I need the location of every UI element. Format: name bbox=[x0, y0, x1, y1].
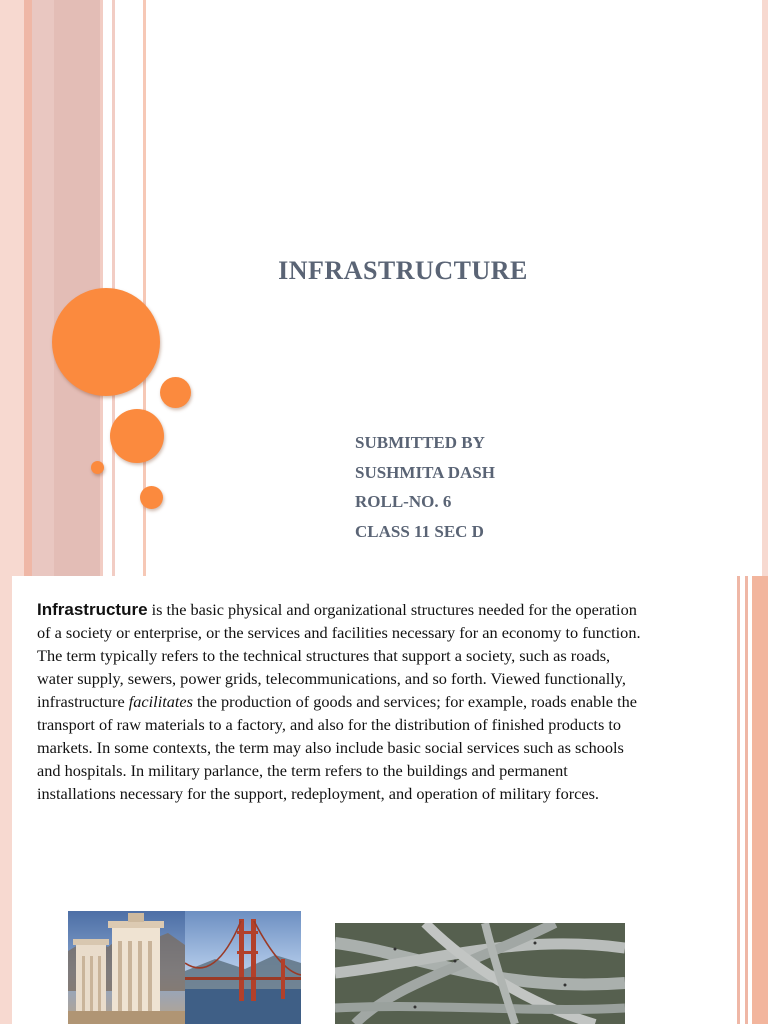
bridge-illustration bbox=[185, 911, 301, 1024]
submitted-by-label: SUBMITTED BY bbox=[355, 433, 485, 452]
decorative-stripe bbox=[54, 0, 100, 576]
slide-title: INFRASTRUCTURE bbox=[278, 256, 528, 285]
left-frame-band bbox=[0, 0, 24, 576]
dam-illustration bbox=[68, 911, 185, 1024]
paragraph-text: the production of goods and services; for example, roads enable the transport of raw materials to a factory, and also for the distribution of finished products to markets. In some contexts, the term may also include basic social services such as schools and hospitals. In military parlance, the term refers to the buildings and permanent installations necessary for the support, redeployment, and operation of military forces. bbox=[37, 692, 637, 803]
decorative-circle-medium bbox=[110, 409, 164, 463]
decorative-stripe bbox=[24, 0, 32, 576]
decorative-circle-small bbox=[160, 377, 191, 408]
class-section: CLASS 11 SEC D bbox=[355, 521, 484, 541]
dam-photo bbox=[68, 911, 185, 1024]
decorative-circle-small bbox=[140, 486, 163, 509]
decorative-circle-tiny bbox=[91, 461, 104, 474]
bridge-photo bbox=[185, 911, 301, 1024]
decorative-stripe bbox=[737, 576, 740, 1024]
decorative-stripe bbox=[752, 576, 768, 1024]
decorative-stripe bbox=[745, 576, 748, 1024]
definition-paragraph bbox=[37, 598, 647, 805]
highway-interchange-photo bbox=[335, 923, 625, 1024]
emphasized-word: facilitates bbox=[128, 692, 193, 711]
definition-slide bbox=[0, 576, 768, 1024]
submission-info bbox=[355, 430, 495, 548]
highway-illustration bbox=[335, 923, 625, 1024]
defined-term: Infrastructure bbox=[37, 600, 148, 619]
roll-number: ROLL-NO. 6 bbox=[355, 492, 452, 511]
right-frame-band bbox=[762, 0, 768, 576]
left-frame-band bbox=[0, 576, 12, 1024]
paragraph-text: is the basic physical and organizational structures needed for the operation of a society or enterprise, or the services and facilities necessary for an economy to function. The term typically refers to the technical structures that support a society, such as roads, water supply, sewers, power grids, telecommunications, and so forth. Viewed functionally, infrastructure bbox=[37, 600, 641, 711]
author-name: SUSHMITA DASH bbox=[355, 462, 495, 482]
decorative-circle-large bbox=[52, 288, 160, 396]
